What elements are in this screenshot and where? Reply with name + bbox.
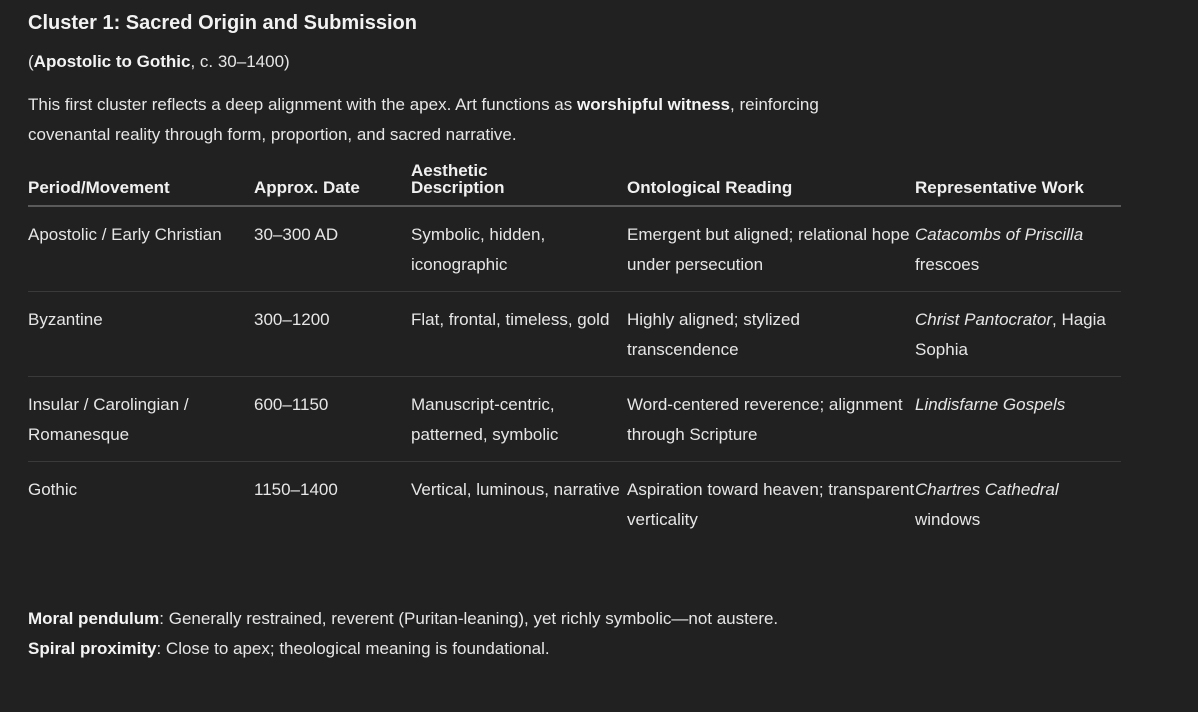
cell-date: 600–1150 xyxy=(254,377,411,462)
intro-before: This first cluster reflects a deep alignment with the apex. Art functions as xyxy=(28,95,577,114)
intro-after: , reinforcing covenantal reality through form, proportion, and sacred narrative. xyxy=(28,95,819,144)
work-rest: , Hagia Sophia xyxy=(915,310,1106,359)
periods-table xyxy=(28,162,1121,546)
cell-work xyxy=(915,292,1121,377)
spiral-label: Spiral proximity xyxy=(28,639,157,658)
work-title: Catacombs of Priscilla xyxy=(915,225,1084,244)
summary-notes xyxy=(28,604,848,664)
cell-date: 300–1200 xyxy=(254,292,411,377)
cell-ontological: Aspiration toward heaven; transparent verticality xyxy=(627,480,915,529)
subtitle-paren: ( xyxy=(28,52,34,71)
cell-aesthetic: Flat, frontal, timeless, gold xyxy=(411,292,627,377)
section-heading: Cluster 1: Sacred Origin and Submission xyxy=(28,12,417,34)
intro-paragraph xyxy=(28,90,888,150)
subtitle-rest: , c. 30–1400) xyxy=(190,52,290,71)
header-date: Approx. Date xyxy=(254,162,411,206)
header-ontological: Ontological Reading xyxy=(627,162,915,206)
cell-ontological: Word-centered reverence; alignment through Scripture xyxy=(627,377,915,462)
table-row xyxy=(28,377,1121,462)
spiral-text: : Close to apex; theological meaning is foundational. xyxy=(156,639,550,658)
cell-aesthetic: Symbolic, hidden, iconographic xyxy=(411,206,627,292)
moral-label: Moral pendulum xyxy=(28,609,160,628)
table-row xyxy=(28,292,1121,377)
cell-ontological: Highly aligned; stylized transcendence xyxy=(627,292,915,377)
work-title: Christ Pantocrator xyxy=(915,310,1052,329)
cell-period: Gothic xyxy=(28,480,78,499)
header-work: Representative Work xyxy=(915,162,1121,206)
work-title: Chartres Cathedral xyxy=(915,480,1059,499)
cell-work xyxy=(915,377,1121,462)
moral-text: : Generally restrained, reverent (Puritan-leaning), yet richly symbolic—not austere. xyxy=(159,609,779,628)
table-row xyxy=(28,206,1121,292)
section-subtitle xyxy=(28,52,290,72)
cell-aesthetic: Manuscript-centric, patterned, symbolic xyxy=(411,377,627,462)
work-rest: frescoes xyxy=(915,255,980,274)
subtitle-bold: Apostolic to Gothic xyxy=(33,52,191,71)
cell-aesthetic: Vertical, luminous, narrative xyxy=(411,480,620,499)
table-header-row xyxy=(28,162,1121,206)
cell-work xyxy=(915,462,1121,547)
spiral-proximity-note xyxy=(28,634,848,664)
header-aesthetic-line1: Aesthetic xyxy=(411,161,488,180)
cell-ontological: Emergent but aligned; relational hope under persecution xyxy=(627,206,915,292)
header-aesthetic-line2: Description xyxy=(411,178,505,197)
work-title: Lindisfarne Gospels xyxy=(915,395,1066,414)
moral-pendulum-note xyxy=(28,604,848,634)
work-rest: windows xyxy=(915,510,981,529)
cell-date: 1150–1400 xyxy=(254,480,338,499)
header-aesthetic xyxy=(411,162,627,206)
cell-period: Apostolic / Early Christian xyxy=(28,206,254,292)
cell-date: 30–300 AD xyxy=(254,206,411,292)
cell-work xyxy=(915,206,1121,292)
cell-period: Insular / Carolingian / Romanesque xyxy=(28,377,254,462)
cell-period: Byzantine xyxy=(28,292,254,377)
table-row xyxy=(28,462,1121,547)
header-period: Period/Movement xyxy=(28,162,254,206)
intro-bold: worshipful witness xyxy=(576,95,731,114)
